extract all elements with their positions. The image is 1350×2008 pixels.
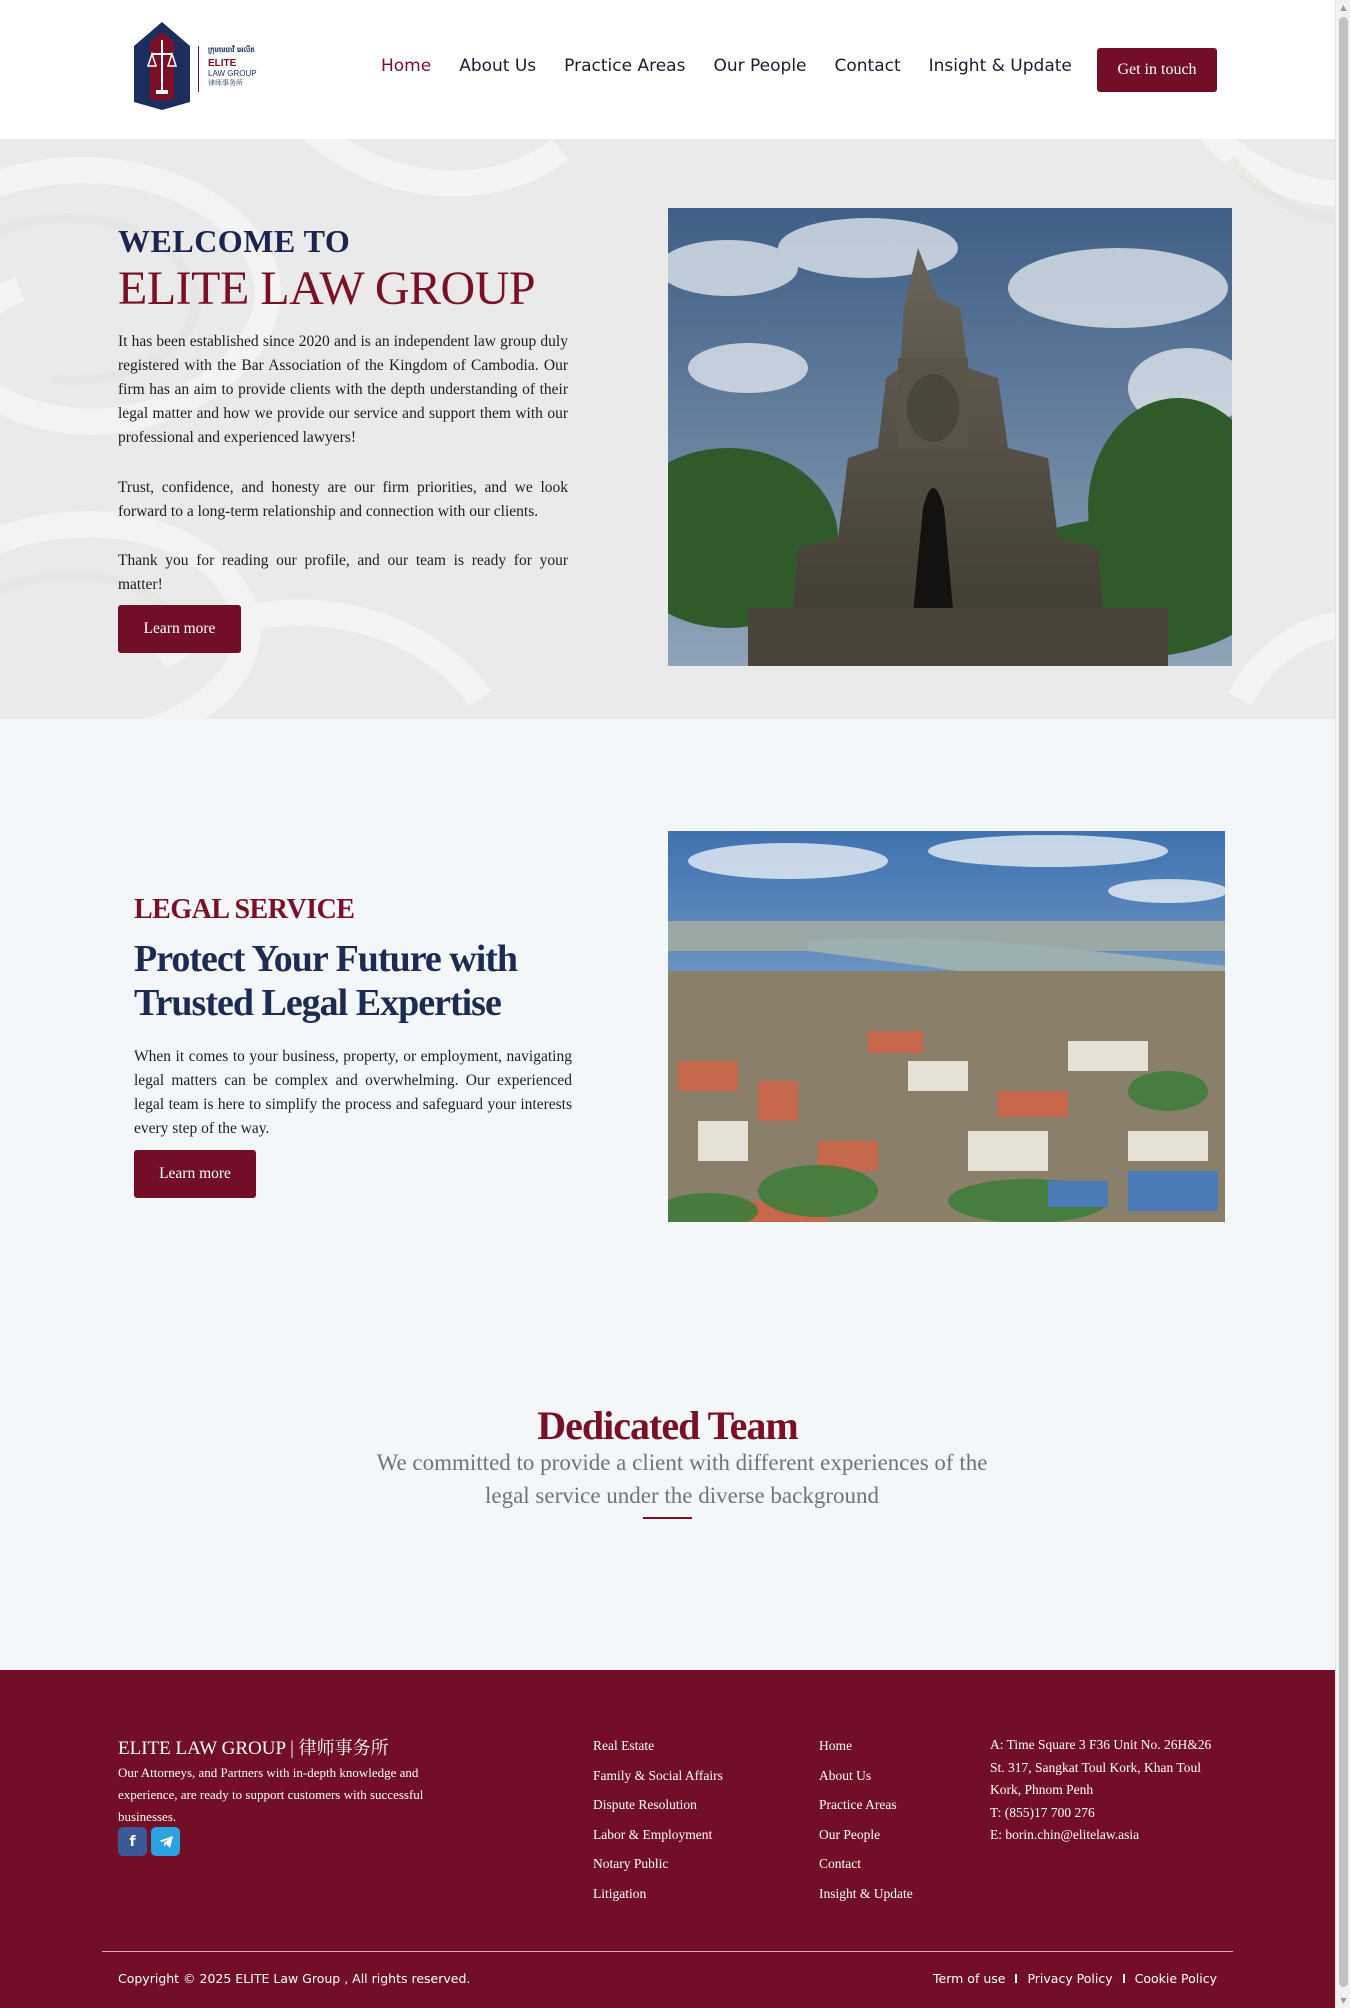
footer-divider	[102, 1951, 1233, 1952]
logo-chinese: 律师事务所	[208, 79, 243, 87]
hero-paragraph-3: Thank you for reading our profile, and our team is ready for your matter!	[118, 552, 568, 593]
nav-home[interactable]: Home	[381, 56, 432, 76]
legal-separator	[1123, 1974, 1125, 1983]
footer-link-dispute-resolution[interactable]: Dispute Resolution	[593, 1797, 697, 1812]
footer-copyright: Copyright © 2025 ELITE Law Group , All rights reserved.	[118, 1971, 471, 1986]
footer-social	[118, 1827, 180, 1856]
footer-nav-contact[interactable]: Contact	[819, 1856, 861, 1871]
legal-service-tag: LEGAL SERVICE	[134, 894, 355, 925]
hero-paragraph-1: It has been established since 2020 and is an independent law group duly registered with the Bar Association of the Kingdom of Cambodia. Our firm has an aim to provide clients with the depth understanding of their legal matter and how we provide our service and support them with our professional and experienced lawyers!	[118, 333, 568, 446]
nav-contact[interactable]: Contact	[834, 56, 901, 76]
nav-about-us[interactable]: About Us	[459, 56, 537, 76]
facebook-icon[interactable]: f	[118, 1827, 147, 1856]
team-subtitle: We committed to provide a client with different experiences of the legal service under the diverse background	[376, 1450, 988, 1508]
footer-nav-about-us[interactable]: About Us	[819, 1767, 872, 1783]
footer-link-notary-public[interactable]: Notary Public	[593, 1856, 669, 1871]
footer-nav-practice-areas[interactable]: Practice Areas	[819, 1797, 897, 1812]
scroll-up-arrow-icon[interactable]: ▲	[1340, 3, 1347, 12]
team-title: Dedicated Team	[537, 1403, 798, 1448]
logo-khmer: ក្រុមមេធាវី អេលីត	[208, 46, 255, 54]
hero-section	[0, 139, 1335, 719]
logo-divider	[198, 46, 199, 92]
site-header	[0, 0, 1335, 139]
footer-description: Our Attorneys, and Partners with in-depth knowledge and experience, are ready to support customers with successful businesses.	[118, 1765, 424, 1824]
footer-contact	[990, 1734, 1220, 1847]
legal-image-city	[668, 831, 1225, 1222]
footer-brand-cn: 律师事务所	[298, 1738, 389, 1759]
hero-image-angkor	[668, 208, 1232, 666]
hero-title: ELITE LAW GROUP	[118, 262, 536, 315]
legal-service-section	[0, 719, 1335, 1670]
scroll-down-arrow-icon[interactable]: ▼	[1340, 1996, 1347, 2005]
footer-address: A: Time Square 3 F36 Unit No. 26H&26 St. 317, Sangkat Toul Kork, Khan Toul Kork, Phnom Penh	[990, 1737, 1212, 1797]
footer-nav-links	[819, 1736, 913, 1913]
footer-brand-name: ELITE LAW GROUP |	[118, 1738, 299, 1759]
scrollbar-thumb[interactable]	[1339, 17, 1348, 1987]
footer-link-litigation[interactable]: Litigation	[593, 1885, 647, 1901]
legal-learn-more-button[interactable]: Learn more	[134, 1150, 256, 1198]
site-footer	[0, 1670, 1335, 2008]
footer-brand	[118, 1734, 389, 1760]
footer-email[interactable]: E: borin.chin@elitelaw.asia	[990, 1827, 1140, 1842]
team-underline	[643, 1517, 692, 1519]
privacy-policy-link[interactable]: Privacy Policy	[1027, 1971, 1113, 1986]
cookie-policy-link[interactable]: Cookie Policy	[1134, 1971, 1217, 1986]
logo-emblem-icon	[128, 20, 196, 114]
footer-link-labor-employment[interactable]: Labor & Employment	[593, 1826, 713, 1842]
hero-paragraph-2: Trust, confidence, and honesty are our firm priorities, and we look forward to a long-term relationship and connection with our clients.	[118, 479, 568, 520]
logo[interactable]	[128, 20, 268, 114]
legal-separator	[1015, 1974, 1017, 1983]
legal-service-heading: Protect Your Future with Trusted Legal Expertise	[134, 938, 518, 1024]
footer-nav-our-people[interactable]: Our People	[819, 1826, 881, 1842]
term-of-use-link[interactable]: Term of use	[933, 1971, 1006, 1986]
nav-practice-areas[interactable]: Practice Areas	[564, 56, 686, 76]
footer-nav-home[interactable]: Home	[819, 1738, 852, 1753]
main-nav	[381, 56, 1072, 76]
footer-legal-links	[933, 1971, 1217, 1986]
hero-learn-more-button[interactable]: Learn more	[118, 605, 241, 653]
nav-our-people[interactable]: Our People	[713, 56, 807, 76]
get-in-touch-button[interactable]: Get in touch	[1097, 48, 1217, 92]
telegram-icon[interactable]	[151, 1827, 180, 1856]
footer-nav-insight-update[interactable]: Insight & Update	[819, 1885, 913, 1901]
footer-phone: T: (855)17 700 276	[990, 1804, 1095, 1820]
nav-insight-update[interactable]: Insight & Update	[928, 56, 1072, 76]
footer-link-real-estate[interactable]: Real Estate	[593, 1738, 655, 1753]
page-scrollbar[interactable]	[1335, 0, 1350, 2008]
footer-practice-links	[593, 1736, 723, 1913]
legal-service-paragraph: When it comes to your business, property, or employment, navigating legal matters can be complex and overwhelming. Our experienced legal team is here to simplify the process and safeguard your interests every step of the way.	[134, 1048, 572, 1137]
logo-elite: ELITE	[208, 58, 237, 69]
logo-text	[208, 46, 298, 88]
logo-law-group: LAW GROUP	[208, 69, 257, 78]
footer-link-family-social[interactable]: Family & Social Affairs	[593, 1767, 723, 1783]
hero-welcome: WELCOME TO	[118, 223, 351, 259]
